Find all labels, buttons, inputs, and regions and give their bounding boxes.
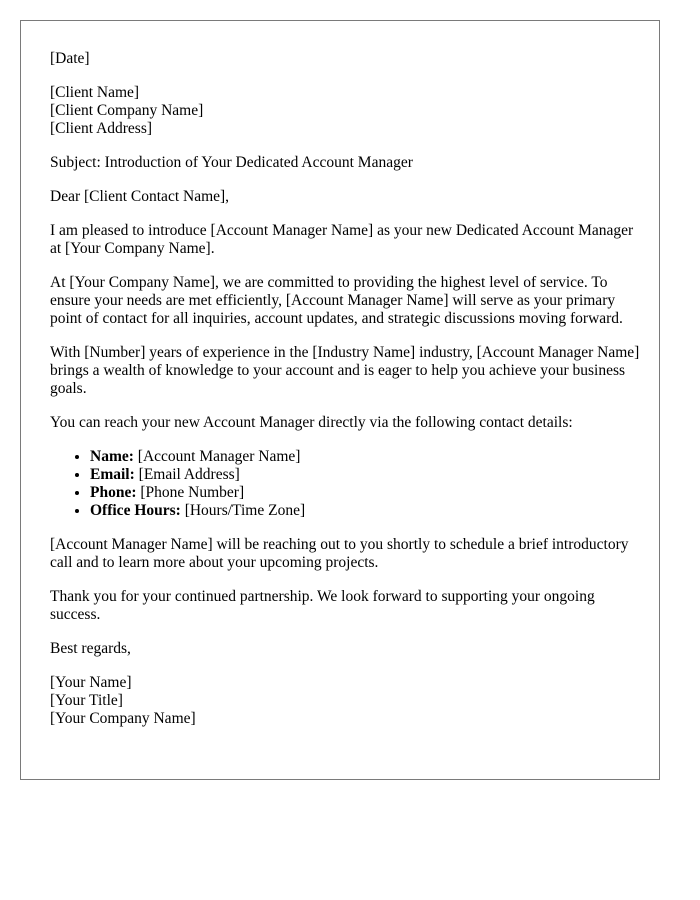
letter-salutation: Dear [Client Contact Name], <box>50 188 230 205</box>
contact-value: [Account Manager Name] <box>133 448 301 465</box>
paragraph-introduction: I am pleased to introduce [Account Manager Name] as your new Dedicated Account Manager at [Your Company Name]. <box>50 222 634 257</box>
contact-label: Phone: <box>90 484 137 501</box>
paragraph-follow-up: [Account Manager Name] will be reaching out to you shortly to schedule a brief introductory call and to learn more about your upcoming projects. <box>50 536 629 571</box>
contact-value: [Phone Number] <box>136 484 245 501</box>
signature-name: [Your Name] <box>50 674 132 691</box>
paragraph-contact-intro: You can reach your new Account Manager directly via the following contact details: <box>50 414 573 431</box>
contact-label: Email: <box>90 466 135 483</box>
signature-title: [Your Title] <box>50 692 123 709</box>
letter-body <box>50 50 640 744</box>
contact-details-list <box>50 448 640 520</box>
paragraph-thanks: Thank you for your continued partnership. We look forward to supporting your ongoing success. <box>50 588 595 623</box>
paragraph-experience: With [Number] years of experience in the [Industry Name] industry, [Account Manager Name] brings a wealth of knowledge to your account and is eager to help you achieve your business goals. <box>50 344 640 397</box>
recipient-name: [Client Name] <box>50 84 140 101</box>
contact-value: [Hours/Time Zone] <box>180 502 306 519</box>
contact-item-email <box>90 466 640 484</box>
letter-date: [Date] <box>50 50 90 67</box>
letter-sign-off: Best regards, <box>50 640 131 657</box>
letter-frame <box>20 20 660 780</box>
letter-subject: Subject: Introduction of Your Dedicated Account Manager <box>50 154 413 171</box>
signature-company: [Your Company Name] <box>50 710 196 727</box>
contact-value: [Email Address] <box>134 466 240 483</box>
contact-label: Name: <box>90 448 134 465</box>
paragraph-commitment: At [Your Company Name], we are committed to providing the highest level of service. To ensure your needs are met efficiently, [Account Manager Name] will serve as your primary point of contact for all inquiries, account updates, and strategic discussions moving forward. <box>50 274 623 327</box>
recipient-company: [Client Company Name] <box>50 102 204 119</box>
recipient-address: [Client Address] <box>50 120 153 137</box>
contact-label: Office Hours: <box>90 502 181 519</box>
contact-item-office-hours <box>90 502 640 520</box>
contact-item-phone <box>90 484 640 502</box>
recipient-block <box>50 84 640 138</box>
contact-item-name <box>90 448 640 466</box>
signature-block <box>50 674 640 728</box>
